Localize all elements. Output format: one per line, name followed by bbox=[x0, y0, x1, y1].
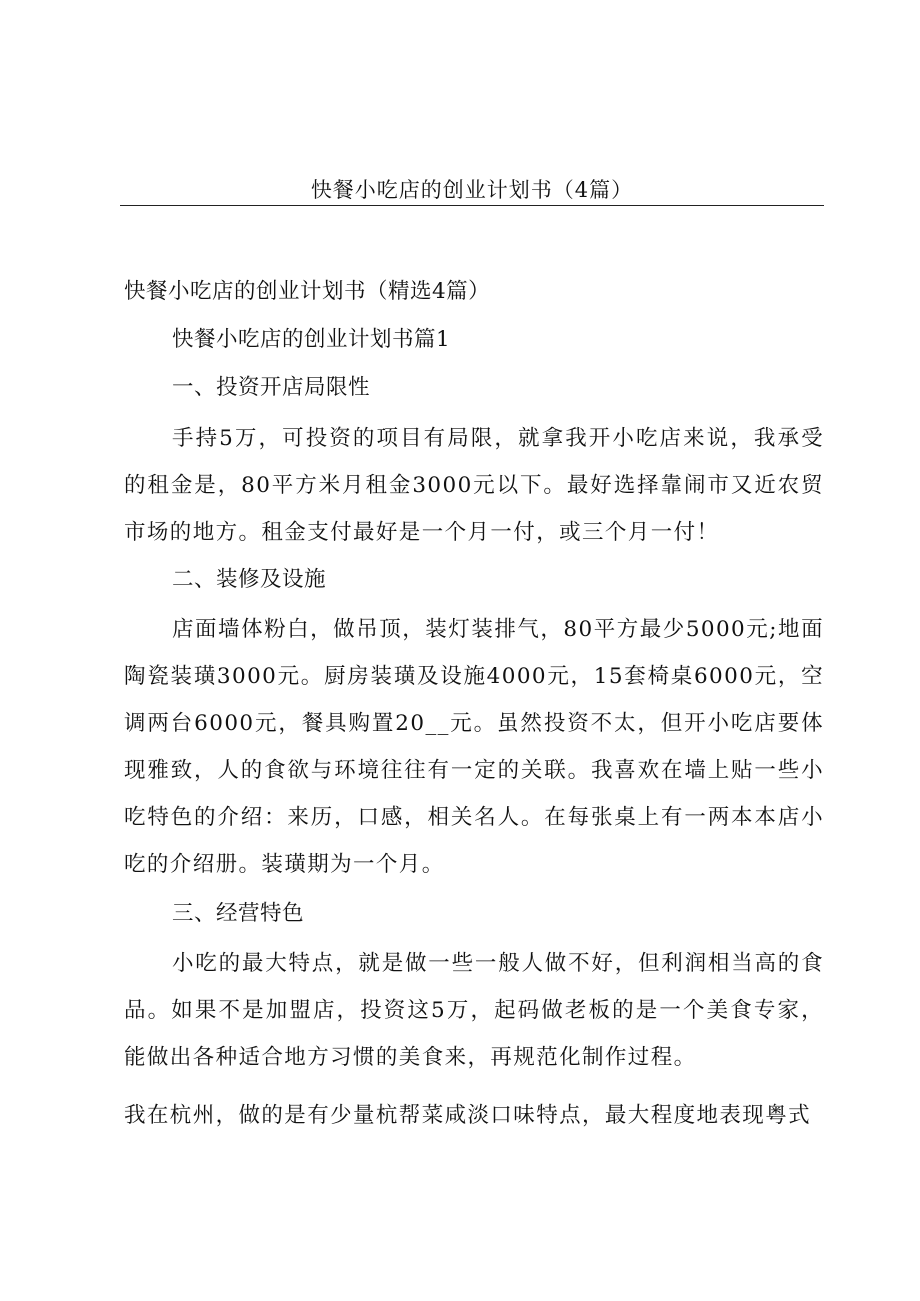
paragraph-features: 小吃的最大特点，就是做一些一般人做不好，但利润相当高的食品。如果不是加盟店，投资这5万，起码做老板的是一个美食专家，能做出各种适合地方习惯的美食来，再规范化制作过程。 bbox=[124, 951, 824, 1070]
heading-investment: 一、投资开店局限性 bbox=[172, 375, 371, 400]
paragraph-investment: 手持5万，可投资的项目有局限，就拿我开小吃店来说，我承受的租金是，80平方米月租金3000元以下。最好选择靠闹市又近农贸市场的地方。租金支付最好是一个月一付，或三个月一付！ bbox=[124, 426, 824, 545]
heading-decoration: 二、装修及设施 bbox=[172, 567, 327, 592]
header-divider bbox=[120, 205, 824, 206]
running-header-title: 快餐小吃店的创业计划书（4篇） bbox=[310, 178, 634, 202]
heading-features: 三、经营特色 bbox=[172, 901, 305, 926]
paragraph-decoration: 店面墙体粉白，做吊顶，装灯装排气，80平方最少5000元;地面陶瓷装璜3000元。厨房装璜及设施4000元，15套椅桌6000元，空调两台6000元，餐具购置20__元。虽然投资不太，但开小吃店要体现雅致，人的食欲与环境往往有一定的关联。我喜欢在墙上贴一些小吃特色的介绍：来历，口感，相关名人。在每张桌上有一两本本店小吃的介绍册。装璜期为一个月。 bbox=[124, 617, 824, 877]
document-title: 快餐小吃店的创业计划书（精选4篇） bbox=[124, 279, 491, 304]
paragraph-hangzhou: 我在杭州，做的是有少量杭帮菜咸淡口味特点，最大程度地表现粤式 bbox=[124, 1103, 812, 1128]
section-title: 快餐小吃店的创业计划书篇1 bbox=[172, 327, 451, 352]
